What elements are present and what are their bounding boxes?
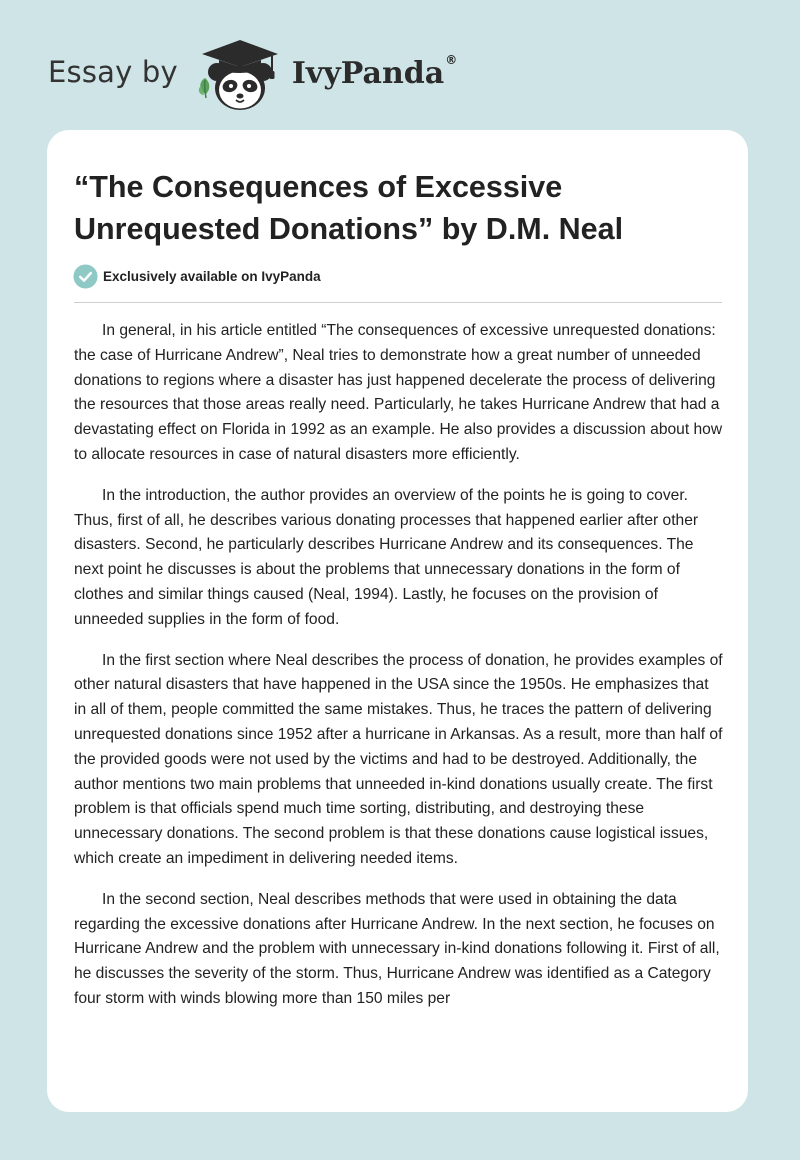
essay-card [47,130,748,1112]
essay-body [74,319,724,1028]
exclusive-badge [73,264,321,289]
essay-title: “The Consequences of Excessive Unrequested Donations” by D.M. Neal [74,170,624,246]
paragraph: In the second section, Neal describes methods that were used in obtaining the data regarding the excessive donations after Hurricane Andrew. In the next section, he focuses on Hurricane Andrew and the problem with unnecessary in-kind donations following it. First of all, he discusses the severity of the storm. Thus, Hurricane Andrew was identified as a Category four storm with winds blowing more than 150 miles per [74,890,720,1007]
paragraph: In the introduction, the author provides an overview of the points he is going to cover. Thus, first of all, he describes various donating processes that happened earlier after other disasters. Second, he particularly describes Hurricane Andrew and its consequences. The next point he discusses is about the problems that unnecessary donations in the form of clothes and similar things caused (Neal, 1994). Lastly, he focuses on the provision of unneeded supplies in the form of food. [74,486,699,628]
site-brand[interactable] [48,34,457,114]
title-divider [74,302,722,303]
paragraph: In general, in his article entitled “The consequences of excessive unrequested donations: the case of Hurricane Andrew”, Neal tries to demonstrate how a great number of unneeded donations to regions where a disaster has just happened decelerate the process of delivering the resources that those areas really need. Particularly, he takes Hurricane Andrew that had a devastating effect on Florida in 1992 as an example. He also provides a discussion about how to allocate resources in case of natural disasters more efficiently. [74,322,723,463]
check-circle-icon [73,264,98,289]
exclusive-label: Exclusively available on IvyPanda [103,269,321,284]
paragraph: In the first section where Neal describes the process of donation, he provides examples of other natural disasters that have happened in the USA since the 1950s. He emphasizes that in all of them, people committed the same mistakes. Thus, he traces the pattern of delivering unrequested donations since 1952 after a hurricane in Arkansas. As a result, more than half of the provided goods were not used by the victims and had to be destroyed. Additionally, the author mentions two main problems that unneeded in-kind donations usually create. The first problem is that officials spend much time sorting, distributing, and destroying these unnecessary donations. The second problem is that these donations cause logistical issues, which create an impediment in delivering needed items. [74,651,723,867]
registered-mark: ® [445,53,458,67]
brand-name: IvyPanda [291,55,445,91]
essay-by-label: Essay by [48,55,178,89]
panda-graduate-logo-icon [192,34,288,114]
